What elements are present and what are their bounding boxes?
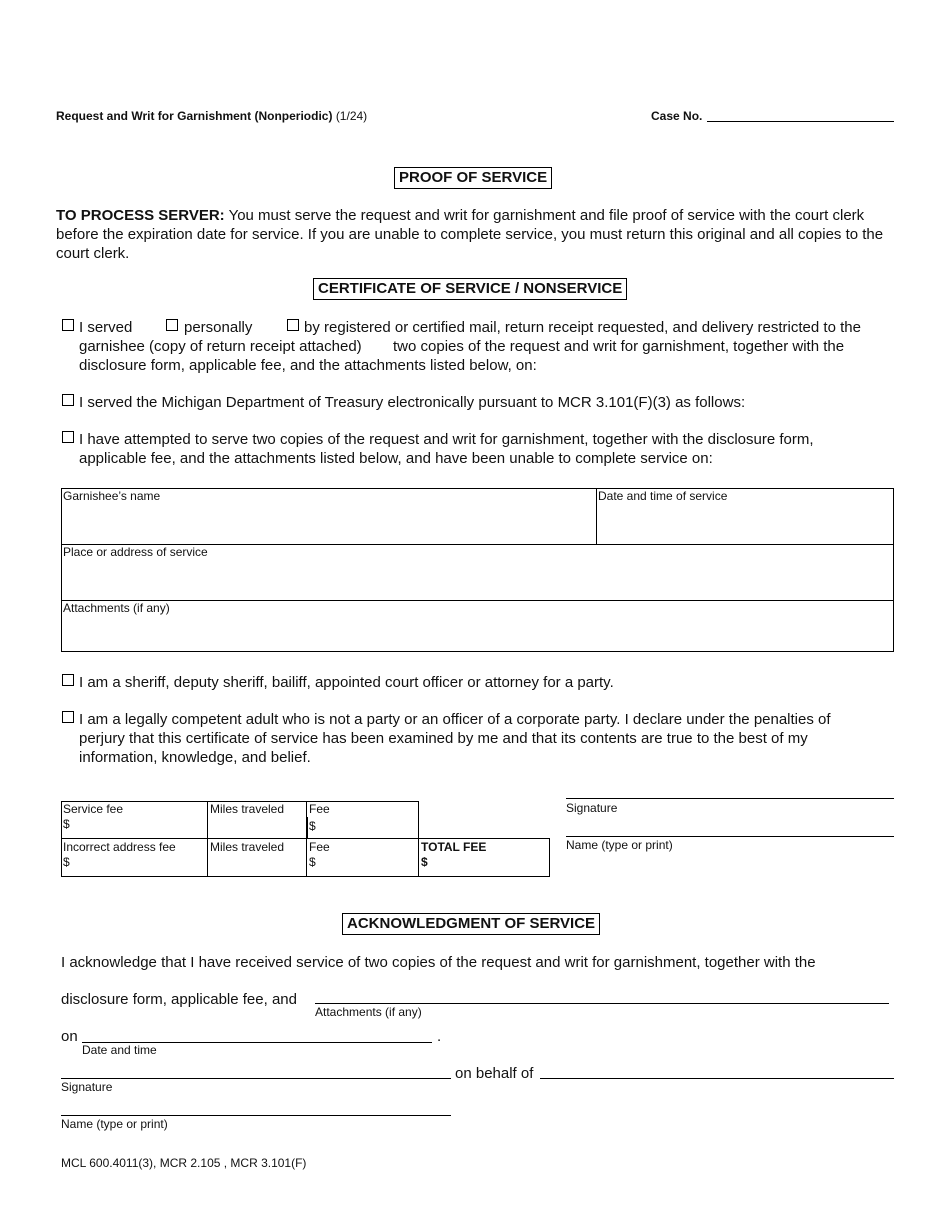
ack-signature-field[interactable] (61, 1078, 451, 1079)
place-address-field[interactable] (63, 560, 891, 598)
case-no-field[interactable] (707, 121, 894, 122)
fee-table-fee1-tick (307, 817, 308, 838)
ack-name-label: Name (type or print) (61, 1117, 168, 1131)
mail-checkbox[interactable] (287, 319, 299, 331)
footer-citation: MCL 600.4011(3), MCR 2.105 , MCR 3.101(F) (61, 1156, 307, 1170)
ack-line2: disclosure form, applicable fee, and (61, 991, 297, 1008)
served-checkbox[interactable] (62, 319, 74, 331)
form-title (56, 109, 367, 123)
adult-line2: perjury that this certificate of service has been examined by me and that its contents are true to the best of my (79, 730, 808, 747)
garnishee-name-label: Garnishee’s name (63, 489, 161, 503)
process-server-instructions (56, 206, 896, 263)
service-table-divider (596, 488, 597, 544)
treasury-checkbox[interactable] (62, 394, 74, 406)
certificate-title: CERTIFICATE OF SERVICE / NONSERVICE (313, 278, 627, 300)
acknowledgment-title: ACKNOWLEDGMENT OF SERVICE (342, 913, 600, 935)
attempted-line2: applicable fee, and the attachments listed below, and have been unable to complete service on: (79, 450, 713, 467)
name-label: Name (type or print) (566, 838, 673, 852)
date-time-service-label: Date and time of service (598, 489, 728, 503)
signature-line[interactable] (566, 798, 894, 799)
service-fee-dollar[interactable]: $ (63, 817, 70, 831)
ack-attachments-field[interactable] (315, 1003, 889, 1004)
fee-label-2: Fee (309, 840, 330, 854)
attempted-checkbox[interactable] (62, 431, 74, 443)
ack-period: . (437, 1028, 442, 1045)
fee-dollar-2[interactable]: $ (309, 855, 316, 869)
miles-traveled-label-2: Miles traveled (210, 840, 285, 854)
fee-table-col1 (207, 801, 208, 877)
ack-name-field[interactable] (61, 1115, 451, 1116)
garnishee-name-field[interactable] (63, 504, 593, 542)
miles-traveled-label: Miles traveled (210, 802, 285, 816)
fee-table-row-divider (61, 838, 419, 839)
ack-date-time-label: Date and time (82, 1043, 157, 1057)
place-address-label: Place or address of service (63, 545, 208, 559)
ack-on-label: on (61, 1028, 78, 1045)
adult-line1: I am a legally competent adult who is not a party or an officer of a corporate party. I declare under the penalties of (79, 711, 831, 728)
incorrect-address-fee-label: Incorrect address fee (63, 840, 176, 854)
incorrect-address-fee-dollar[interactable]: $ (63, 855, 70, 869)
personally-label: personally (184, 319, 253, 336)
attachments-label: Attachments (if any) (63, 601, 170, 615)
officer-checkbox[interactable] (62, 674, 74, 686)
adult-checkbox[interactable] (62, 711, 74, 723)
ack-signature-label: Signature (61, 1080, 113, 1094)
service-table-row2-divider (61, 600, 894, 601)
proof-of-service-title: PROOF OF SERVICE (394, 167, 552, 189)
total-fee-dollar[interactable]: $ (421, 855, 428, 869)
mail-line2b: two copies of the request and writ for garnishment, together with the (393, 338, 845, 355)
treasury-label: I served the Michigan Department of Treasury electronically pursuant to MCR 3.101(F)(3) as follows: (79, 394, 746, 411)
fee-dollar[interactable]: $ (309, 819, 316, 833)
personally-checkbox[interactable] (166, 319, 178, 331)
mail-line2a: garnishee (copy of return receipt attached) (79, 338, 362, 355)
total-fee-label: TOTAL FEE (421, 840, 487, 854)
process-server-text: You must serve the request and writ for garnishment and file proof of service with the court clerk before the expiration date for service. If you are unable to complete service, you must return this original and all copies to the court clerk. (56, 207, 884, 262)
ack-attachments-label: Attachments (if any) (315, 1005, 422, 1019)
attachments-field[interactable] (63, 616, 891, 649)
signature-label: Signature (566, 801, 618, 815)
served-label: I served (79, 319, 133, 336)
case-no-label: Case No. (651, 109, 703, 123)
mail-line3: disclosure form, applicable fee, and the attachments listed below, on: (79, 357, 537, 374)
adult-line3: information, knowledge, and belief. (79, 749, 311, 766)
ack-on-behalf-of-field[interactable] (540, 1078, 894, 1079)
fee-label: Fee (309, 802, 330, 816)
ack-on-behalf-of-label: on behalf of (455, 1065, 534, 1082)
mail-label: by registered or certified mail, return receipt requested, and delivery restricted to the (304, 319, 861, 336)
ack-line1: I acknowledge that I have received service of two copies of the request and writ for garnishment, together with the (61, 954, 816, 971)
officer-label: I am a sheriff, deputy sheriff, bailiff, appointed court officer or attorney for a party. (79, 674, 614, 691)
name-line[interactable] (566, 836, 894, 837)
service-fee-label: Service fee (63, 802, 124, 816)
attempted-line1: I have attempted to serve two copies of the request and writ for garnishment, together with the disclosure form, (79, 431, 814, 448)
form-version: (1/24) (335, 109, 368, 123)
form-title-text: Request and Writ for Garnishment (Nonperiodic) (56, 109, 333, 123)
fee-table-col2 (306, 801, 307, 877)
date-time-service-field[interactable] (598, 504, 890, 542)
process-server-label: TO PROCESS SERVER: (56, 207, 225, 224)
